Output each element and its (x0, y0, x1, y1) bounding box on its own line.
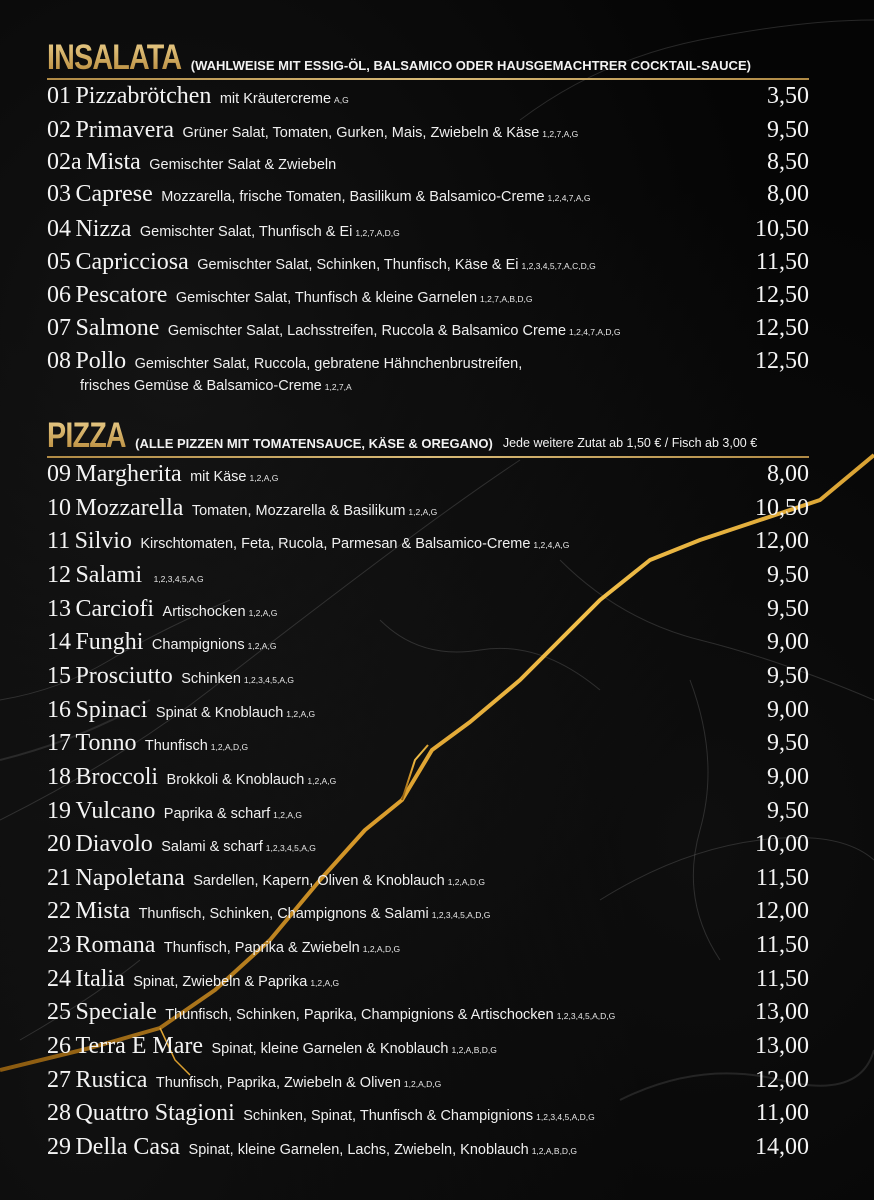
item-name: Caprese (75, 181, 153, 207)
item-name: Broccoli (75, 764, 159, 790)
item-price: 8,00 (767, 461, 809, 487)
item-price: 13,00 (755, 999, 809, 1025)
item-description: Paprika & scharf (163, 806, 271, 822)
item-number: 01 (47, 83, 71, 109)
item-name: Tonno (75, 730, 137, 756)
menu-item-line (47, 663, 294, 690)
item-description: Gemischter Salat, Thunfisch & kleine Garnelen (175, 290, 478, 306)
item-name: Mista (86, 149, 141, 175)
item-number: 02 (47, 117, 71, 143)
menu-item (47, 525, 809, 559)
menu-item-line (47, 348, 522, 375)
menu-item-line (47, 898, 490, 925)
pizza-extra-note: Jede weitere Zutat ab 1,50 € / Fisch ab 3,00 € (502, 436, 758, 450)
item-allergens: 1,2,4,7,A,G (547, 193, 591, 203)
item-allergens: 1,2,A,G (247, 641, 277, 651)
pizza-header (47, 418, 809, 453)
item-name: Terra E Mare (75, 1033, 204, 1059)
item-description: Spinat & Knoblauch (155, 705, 284, 721)
item-price: 11,50 (755, 865, 809, 891)
item-price: 9,50 (767, 730, 809, 756)
insalata-header (47, 40, 809, 75)
menu-item (47, 862, 809, 896)
insalata-section (47, 40, 809, 410)
item-description: Grüner Salat, Tomaten, Gurken, Mais, Zwiebeln & Käse (182, 125, 540, 141)
item-price: 12,50 (755, 315, 809, 341)
item-allergens: 1,2,3,4,5,A,G (265, 843, 316, 853)
item-number: 18 (47, 764, 71, 790)
menu-item (47, 458, 809, 492)
menu-item-line (47, 1100, 595, 1127)
item-name: Primavera (75, 117, 175, 143)
item-description: Salami & scharf (161, 839, 263, 855)
item-name: Diavolo (75, 831, 153, 857)
item-allergens: 1,2,3,4,5,A,D,G (556, 1011, 616, 1021)
menu-item-line (47, 730, 248, 757)
menu-item-line (47, 181, 591, 208)
item-price: 12,00 (755, 528, 809, 554)
item-allergens: 1,2,3,4,5,7,A,C,D,G (521, 261, 596, 271)
item-description: Gemischter Salat, Thunfisch & Ei (139, 224, 353, 240)
pizza-section (47, 418, 809, 1178)
item-description: Brokkoli & Knoblauch (166, 772, 305, 788)
item-number: 10 (47, 495, 71, 521)
menu-item (47, 895, 809, 929)
item-number: 09 (47, 461, 71, 487)
item-number: 02a (47, 149, 82, 175)
item-number: 26 (47, 1033, 71, 1059)
menu-item-line (47, 495, 437, 522)
menu-item-line (47, 629, 276, 656)
item-allergens: 1,2,A,D,G (447, 877, 486, 887)
item-allergens: 1,2,A,D,G (362, 944, 401, 954)
item-price: 3,50 (767, 83, 809, 109)
item-allergens: 1,2,A,B,D,G (451, 1045, 497, 1055)
menu-item-line (47, 596, 277, 623)
item-name: Capricciosa (75, 249, 189, 275)
item-description: Gemischter Salat, Ruccola, gebratene Hähnchenbrustreifen, (134, 356, 523, 372)
item-name: Pollo (75, 348, 127, 374)
item-name: Salmone (75, 315, 160, 341)
item-allergens: 1,2,A,G (273, 810, 302, 820)
menu-item (47, 593, 809, 627)
item-name: Nizza (75, 216, 132, 242)
item-number: 15 (47, 663, 71, 689)
item-description-line2: frisches Gemüse & Balsamico-Creme (80, 378, 322, 394)
insalata-title: INSALATA (47, 38, 182, 77)
menu-item (47, 345, 809, 394)
menu-item-line (47, 149, 339, 176)
item-description: Gemischter Salat & Zwiebeln (149, 157, 337, 173)
item-number: 27 (47, 1067, 71, 1093)
item-price: 9,00 (767, 697, 809, 723)
item-description: Thunfisch, Paprika & Zwiebeln (163, 940, 360, 956)
item-number: 07 (47, 315, 71, 341)
item-number: 17 (47, 730, 71, 756)
item-name: Salami (75, 562, 143, 588)
item-name: Napoletana (75, 865, 185, 891)
item-name: Rustica (75, 1067, 148, 1093)
item-number: 06 (47, 282, 71, 308)
item-price: 14,00 (755, 1134, 809, 1160)
menu-item-line (47, 1033, 497, 1060)
item-description: Spinat, kleine Garnelen, Lachs, Zwiebeln, Knoblauch (188, 1142, 529, 1158)
item-number: 21 (47, 865, 71, 891)
item-price: 13,00 (755, 1033, 809, 1059)
item-allergens: 1,2,A,G (249, 473, 279, 483)
item-allergens: 1,2,A,D,G (210, 742, 249, 752)
menu-item-line (47, 528, 569, 555)
item-number: 28 (47, 1100, 71, 1126)
menu-item-line (47, 461, 278, 488)
menu-item (47, 996, 809, 1030)
item-price: 9,00 (767, 629, 809, 655)
item-price: 10,00 (755, 831, 809, 857)
item-name: Mozzarella (75, 495, 184, 521)
item-description: Schinken (181, 671, 241, 687)
item-name: Carciofi (75, 596, 155, 622)
item-name: Margherita (75, 461, 182, 487)
menu-item-line (47, 999, 615, 1026)
item-description: mit Käse (190, 469, 247, 485)
item-name: Funghi (75, 629, 144, 655)
item-number: 20 (47, 831, 71, 857)
item-number: 16 (47, 697, 71, 723)
item-number: 29 (47, 1134, 71, 1160)
menu-item (47, 694, 809, 728)
item-number: 22 (47, 898, 71, 924)
menu-item-line (47, 249, 596, 276)
item-number: 14 (47, 629, 71, 655)
item-description: Sardellen, Kapern, Oliven & Knoblauch (193, 873, 445, 889)
menu-item-line (47, 216, 400, 243)
item-allergens: 1,2,3,4,5,A,D,G (536, 1112, 595, 1122)
menu-item (47, 146, 809, 180)
menu-item-line (47, 697, 315, 724)
item-description: Gemischter Salat, Schinken, Thunfisch, Käse & Ei (197, 257, 519, 273)
item-allergens: 1,2,A,G (408, 507, 438, 517)
item-number: 11 (47, 528, 71, 554)
item-description-continued (80, 378, 352, 394)
menu-item-line (47, 562, 204, 589)
item-price: 9,50 (767, 596, 809, 622)
item-allergens: 1,2,4,7,A,D,G (569, 327, 621, 337)
item-allergens: 1,2,A,G (307, 776, 337, 786)
menu-item-line (47, 83, 349, 110)
item-number: 08 (47, 348, 71, 374)
menu-item-line (47, 282, 533, 309)
item-allergens: 1,2,7,A (324, 382, 352, 392)
item-allergens: 1,2,4,A,G (533, 540, 570, 550)
item-price: 9,50 (767, 798, 809, 824)
item-name: Della Casa (75, 1134, 181, 1160)
item-price: 8,00 (767, 181, 809, 207)
item-name: Spinaci (75, 697, 148, 723)
menu-item (47, 492, 809, 526)
item-description: Mozzarella, frische Tomaten, Basilikum & Balsamico-Creme (161, 189, 545, 205)
menu-item-line (47, 764, 336, 791)
item-description: Tomaten, Mozzarella & Basilikum (191, 503, 406, 519)
menu-item (47, 213, 809, 247)
menu-item-line (47, 1067, 441, 1094)
item-name: Pescatore (75, 282, 168, 308)
item-number: 04 (47, 216, 71, 242)
menu-item (47, 929, 809, 963)
menu-item (47, 279, 809, 313)
menu-item (47, 114, 809, 148)
item-allergens: 1,2,3,4,5,A,G (243, 675, 294, 685)
item-allergens: 1,2,3,4,5,A,D,G (431, 910, 491, 920)
menu-item-line (47, 117, 578, 144)
item-description: mit Kräutercreme (219, 91, 332, 107)
item-allergens: A,G (334, 95, 349, 105)
item-allergens: 1,2,A,D,G (403, 1079, 442, 1089)
item-price: 12,50 (755, 348, 809, 374)
menu-item (47, 761, 809, 795)
item-price: 9,50 (767, 562, 809, 588)
item-description: Thunfisch, Schinken, Paprika, Champignions & Artischocken (165, 1007, 554, 1023)
item-allergens: 1,2,3,4,5,A,G (153, 574, 204, 584)
menu-item-line (47, 865, 485, 892)
item-price: 11,50 (755, 966, 809, 992)
pizza-title: PIZZA (47, 416, 126, 455)
item-allergens: 1,2,A,B,D,G (531, 1146, 578, 1156)
menu-item (47, 559, 809, 593)
item-number: 05 (47, 249, 71, 275)
item-description: Kirschtomaten, Feta, Rucola, Parmesan & Balsamico-Creme (140, 536, 531, 552)
menu-item-line (47, 831, 316, 858)
item-price: 10,50 (755, 216, 809, 242)
menu-item (47, 727, 809, 761)
menu-item (47, 80, 809, 114)
item-description: Artischocken (162, 604, 246, 620)
item-number: 13 (47, 596, 71, 622)
menu-item (47, 178, 809, 212)
item-description: Schinken, Spinat, Thunfisch & Champignions (243, 1108, 534, 1124)
item-name: Vulcano (75, 798, 156, 824)
item-allergens: 1,2,A,G (248, 608, 278, 618)
item-price: 9,50 (767, 117, 809, 143)
menu-item (47, 246, 809, 280)
menu-item-line (47, 966, 339, 993)
menu-item (47, 1064, 809, 1098)
menu-item (47, 963, 809, 997)
item-description: Thunfisch, Schinken, Champignons & Salami (138, 906, 429, 922)
item-allergens: 1,2,7,A,B,D,G (480, 294, 533, 304)
item-price: 12,50 (755, 282, 809, 308)
menu-item-line (47, 932, 400, 959)
item-price: 9,00 (767, 764, 809, 790)
menu-item (47, 626, 809, 660)
item-number: 24 (47, 966, 71, 992)
menu-item (47, 1030, 809, 1064)
item-description: Gemischter Salat, Lachsstreifen, Ruccola & Balsamico Creme (167, 323, 567, 339)
pizza-note: (ALLE PIZZEN MIT TOMATENSAUCE, KÄSE & OREGANO) (135, 436, 493, 451)
item-number: 23 (47, 932, 71, 958)
menu-item-line (47, 798, 302, 825)
menu-item (47, 1131, 809, 1165)
item-number: 12 (47, 562, 71, 588)
menu-item-line (47, 315, 621, 342)
item-name: Prosciutto (75, 663, 173, 689)
item-price: 12,00 (755, 898, 809, 924)
item-name: Italia (75, 966, 125, 992)
item-name: Mista (75, 898, 131, 924)
insalata-note: (WAHLWEISE MIT ESSIG-ÖL, BALSAMICO ODER HAUSGEMACHTRER COCKTAIL-SAUCE) (190, 58, 751, 73)
item-description: Spinat, kleine Garnelen & Knoblauch (211, 1041, 449, 1057)
item-price: 11,50 (755, 932, 809, 958)
item-price: 9,50 (767, 663, 809, 689)
item-description: Spinat, Zwiebeln & Paprika (133, 974, 308, 990)
menu-item-line (47, 1134, 577, 1161)
item-allergens: 1,2,A,G (286, 709, 316, 719)
item-name: Pizzabrötchen (75, 83, 212, 109)
menu-item (47, 795, 809, 829)
item-allergens: 1,2,7,A,G (542, 129, 579, 139)
item-price: 11,00 (755, 1100, 809, 1126)
item-number: 03 (47, 181, 71, 207)
menu-item (47, 1097, 809, 1131)
item-name: Romana (75, 932, 156, 958)
item-name: Silvio (74, 528, 132, 554)
menu-item (47, 660, 809, 694)
item-allergens: 1,2,A,G (310, 978, 340, 988)
item-description: Thunfisch, Paprika, Zwiebeln & Oliven (155, 1075, 401, 1091)
item-price: 8,50 (767, 149, 809, 175)
item-price: 12,00 (755, 1067, 809, 1093)
item-number: 19 (47, 798, 71, 824)
item-name: Speciale (75, 999, 157, 1025)
item-name: Quattro Stagioni (75, 1100, 235, 1126)
item-description: Thunfisch (144, 738, 208, 754)
item-description: Champignions (151, 637, 245, 653)
menu-item (47, 312, 809, 346)
item-allergens: 1,2,7,A,D,G (355, 228, 400, 238)
item-number: 25 (47, 999, 71, 1025)
item-price: 10,50 (755, 495, 809, 521)
menu-item (47, 828, 809, 862)
item-price: 11,50 (755, 249, 809, 275)
